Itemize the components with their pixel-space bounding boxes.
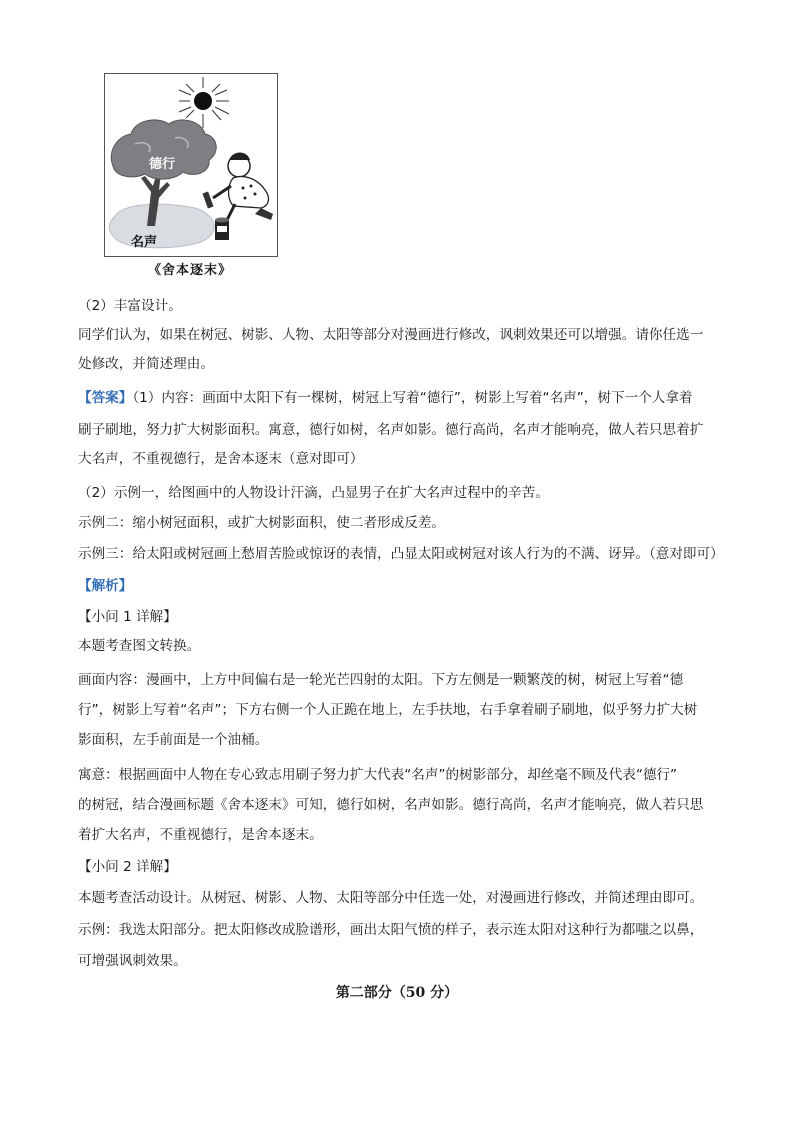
analysis-2-example-1: 示例：我选太阳部分。把太阳修改成脸谱形，画出太阳气愤的样子，表示连太阳对这种行为都嗤之以鼻， xyxy=(78,922,704,938)
answer-line-1 xyxy=(78,389,728,407)
answer-example-3: 示例三：给太阳或树冠画上愁眉苦脸或惊讶的表情，凸显太阳或树冠对该人行为的不满、讶异。（意对即可） xyxy=(78,546,724,562)
kneeling-man xyxy=(202,153,273,221)
analysis-2-intro: 本题考查活动设计。从树冠、树影、人物、太阳等部分中任选一处，对漫画进行修改，并简述理由即可。 xyxy=(78,890,704,906)
answer-line-2: 刷子刷地，努力扩大树影面积。寓意，德行如树，名声如影。德行高尚，名声才能响亮，做人若只思着扩 xyxy=(78,422,704,438)
cartoon-caption: 《舍本逐末》 xyxy=(147,263,232,278)
answer-example-2: 示例二：缩小树冠面积，或扩大树影面积，使二者形成反差。 xyxy=(78,515,446,531)
analysis-1-intro: 本题考查图文转换。 xyxy=(78,638,201,654)
analysis-1-content-2: 行”，树影上写着“名声”；下方右侧一个人正跪在地上，左手扶地，右手拿着刷子刷地，似乎努力扩大树 xyxy=(78,702,698,718)
analysis-1-meaning-2: 的树冠，结合漫画标题《舍本逐末》可知，德行如树，名声如影。德行高尚，名声才能响亮，做人若只思 xyxy=(78,797,704,813)
paint-bucket-icon xyxy=(215,218,229,241)
analysis-1-meaning-1: 寓意：根据画面中人物在专心致志用刷子努力扩大代表“名声”的树影部分，却丝毫不顾及代表“德行” xyxy=(78,767,678,783)
analysis-2-example-2: 可增强讽刺效果。 xyxy=(78,953,187,969)
question-2-text: 同学们认为，如果在树冠、树影、人物、太阳等部分对漫画进行修改，讽刺效果还可以增强。请你任选一 xyxy=(78,327,704,343)
analysis-1-content-1: 画面内容：漫画中，上方中间偏右是一轮光芒四射的太阳。下方左侧是一颗繁茂的树，树冠上写着“德 xyxy=(78,672,684,688)
answer-example-1: （2）示例一，给图画中的人物设计汗滴，凸显男子在扩大名声过程中的辛苦。 xyxy=(78,485,549,501)
cartoon-image xyxy=(104,73,278,257)
analysis-1-content-3: 影面积，左手前面是一个油桶。 xyxy=(78,732,269,748)
tree-shadow xyxy=(109,204,214,248)
cartoon-illustration xyxy=(105,74,277,256)
analysis-tag: 【解析】 xyxy=(78,578,133,594)
answer-text: （1）内容：画面中太阳下有一棵树，树冠上写着“德行”，树影上写着“名声”，树下一个人拿着 xyxy=(132,390,693,406)
question-2-title: （2）丰富设计。 xyxy=(78,298,182,314)
question-2-text-cont: 处修改，并简述理由。 xyxy=(78,356,214,372)
tree-canopy-label: 德行 xyxy=(149,157,176,172)
sub-question-2-heading: 【小问 2 详解】 xyxy=(78,859,177,875)
answer-tag: 【答案】 xyxy=(78,390,133,406)
answer-line-3: 大名声，不重视德行，是舍本逐末（意对即可） xyxy=(78,451,364,467)
tree-shadow-label: 名声 xyxy=(131,235,158,250)
section-title: 第二部分（50 分） xyxy=(335,985,459,1001)
analysis-1-meaning-3: 着扩大名声，不重视德行，是舍本逐末。 xyxy=(78,827,323,843)
sub-question-1-heading: 【小问 1 详解】 xyxy=(78,609,177,625)
